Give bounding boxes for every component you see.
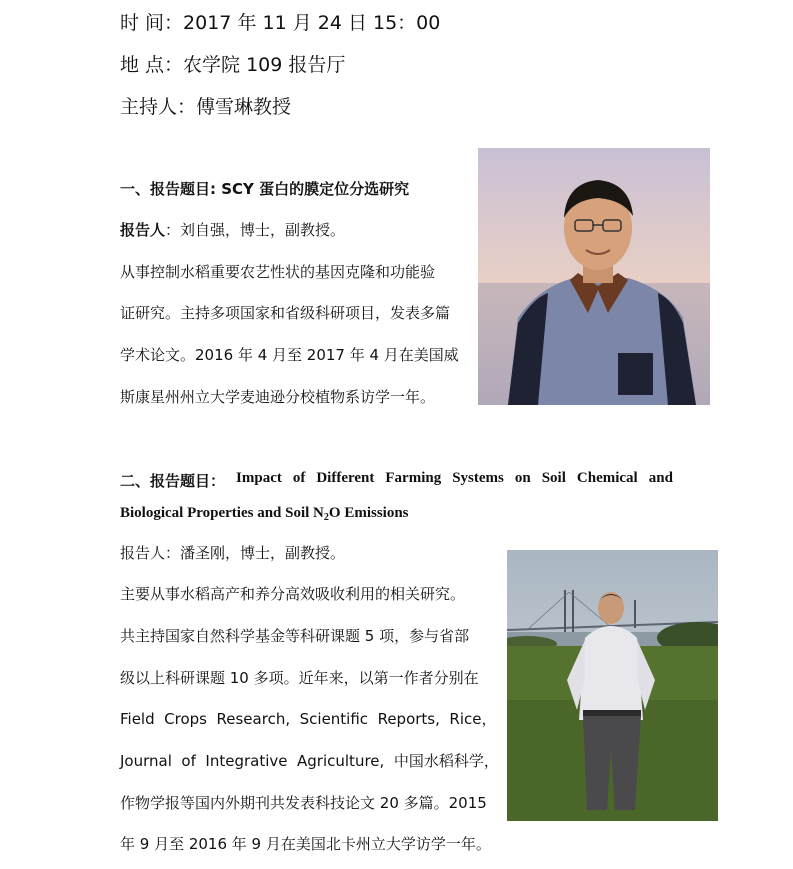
report2-title-line2 bbox=[120, 505, 409, 523]
report1-bio-line: 从事控制水稻重要农艺性状的基因克隆和功能验 bbox=[120, 263, 436, 281]
report2-title-word: Soil bbox=[541, 470, 566, 486]
report2-title-word: Different bbox=[316, 470, 375, 486]
time-value: 2017 年 11 月 24 日 15：00 bbox=[183, 12, 441, 34]
host-value: 傅雪琳教授 bbox=[196, 96, 292, 118]
report2-bio-line: 主要从事水稻高产和养分高效吸收利用的相关研究。 bbox=[120, 585, 466, 603]
report2-title-line2-b: O Emissions bbox=[328, 505, 409, 521]
report2-title-prefix: 二、报告题目： bbox=[120, 472, 226, 490]
report2-title-line1 bbox=[120, 470, 673, 491]
time-line bbox=[120, 8, 440, 35]
report1-speaker-label: 报告人 bbox=[120, 221, 166, 239]
report1-bio-line: 斯康星州州立大学麦迪逊分校植物系访学一年。 bbox=[120, 388, 436, 406]
place-label: 地 点： bbox=[120, 54, 184, 76]
report2-bio-line: Journal of Integrative Agriculture, 中国水稻科学， bbox=[120, 752, 499, 770]
place-value: 农学院 109 报告厅 bbox=[183, 54, 346, 76]
report2-bio-line: Field Crops Research, Scientific Reports, Rice， bbox=[120, 710, 497, 728]
report2-title-word: Chemical bbox=[576, 470, 638, 486]
report2-title-word: of bbox=[292, 470, 306, 486]
report1-title-text: SCY 蛋白的膜定位分选研究 bbox=[221, 180, 410, 198]
report2-bio-line: 级以上科研课题 10 多项。近年来，以第一作者分别在 bbox=[120, 669, 479, 687]
report1-title bbox=[120, 178, 409, 199]
speaker2-photo bbox=[507, 550, 718, 821]
report1-speaker bbox=[120, 219, 345, 240]
report2-title-word: and bbox=[648, 470, 673, 486]
report2-title-subscript: 2 bbox=[323, 512, 329, 523]
report2-title-word: Systems bbox=[452, 470, 504, 486]
report2-title-word: Impact bbox=[236, 470, 282, 486]
report2-bio-line: 共主持国家自然科学基金等科研课题 5 项，参与省部 bbox=[120, 627, 470, 645]
report2-speaker: 报告人：潘圣刚，博士，副教授。 bbox=[120, 544, 346, 562]
report1-title-prefix: 一、报告题目: bbox=[120, 180, 222, 198]
place-line bbox=[120, 50, 345, 77]
report2-title-word: Farming bbox=[385, 470, 442, 486]
report2-bio-line: 作物学报等国内外期刊共发表科技论文 20 多篇。2015 bbox=[120, 794, 487, 812]
host-line bbox=[120, 92, 291, 119]
host-label: 主持人： bbox=[120, 96, 197, 118]
report1-speaker-value: ：刘自强，博士，副教授。 bbox=[165, 221, 346, 239]
report1-bio-line: 证研究。主持多项国家和省级科研项目，发表多篇 bbox=[120, 304, 451, 322]
report2-title-word: on bbox=[514, 470, 531, 486]
report2-title-line2-a: Biological Properties and Soil N bbox=[120, 505, 324, 521]
speaker1-photo bbox=[478, 148, 710, 405]
report1-bio-line: 学术论文。2016 年 4 月至 2017 年 4 月在美国威 bbox=[120, 346, 459, 364]
report2-bio-line: 年 9 月至 2016 年 9 月在美国北卡州立大学访学一年。 bbox=[120, 835, 491, 853]
time-label: 时 间： bbox=[120, 12, 184, 34]
